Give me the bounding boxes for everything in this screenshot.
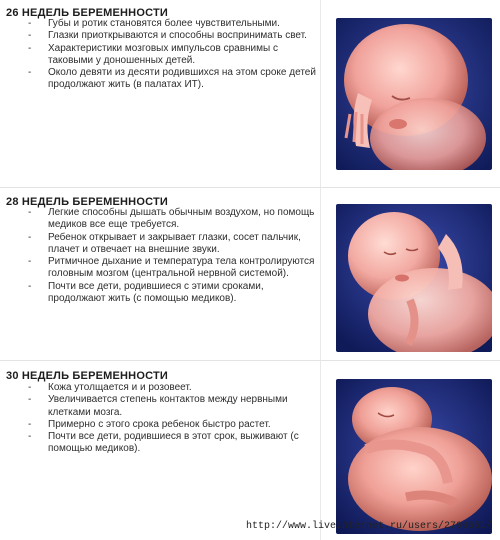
list-item: - Почти все дети, родившиеся с этими сроками, продолжают жить (с помощью медиков). [28,280,264,305]
section-heading: 28 НЕДЕЛЬ БЕРЕМЕННОСТИ [6,196,168,208]
section-heading: 26 НЕДЕЛЬ БЕРЕМЕННОСТИ [6,7,168,19]
list-item: - Кожа утолщается и и розовеет. [28,382,192,393]
bullet-dash: - [28,418,32,430]
bullet-dash: - [28,256,32,268]
fetus-photo-30-weeks [336,379,492,534]
list-item: - Глазки приоткрываются и способны воспринимать свет. [28,30,307,42]
bullet-dash: - [28,280,32,292]
watermark-url: http://www.liveinternet.ru/users/2709651/ [246,521,493,532]
bullet-dash: - [28,18,32,29]
bullet-dash: - [28,431,32,443]
bullet-list [28,382,320,456]
bullet-list [28,207,320,305]
bullet-dash: - [28,42,32,54]
section-heading: 30 НЕДЕЛЬ БЕРЕМЕННОСТИ [6,370,168,382]
fetus-photo-28-weeks [336,204,492,352]
bullet-list [28,18,320,92]
bullet-dash: - [28,394,32,406]
list-item: - Почти все дети, родившиеся в этот срок, выживают (с помощью медиков). [28,431,299,455]
section-divider [0,187,500,188]
bullet-dash: - [28,207,32,218]
list-item: - Губы и ротик становятся более чувствительными. [28,18,280,29]
list-item: - Характеристики мозговых импульсов сравнимы с таковыми у доношенных детей. [28,42,278,66]
bullet-dash: - [28,30,32,42]
fetus-photo-26-weeks [336,18,492,170]
list-item: - Примерно с этого срока ребенок быстро растет. [28,418,271,430]
bullet-dash: - [28,231,32,243]
list-item: - Ребенок открывает и закрывает глазки, сосет пальчик, плачет и отвечает на внешние звуки. [28,231,301,255]
list-item: - Ритмичное дыхание и температура тела контролируются головным мозгом (центральной нервной системой). [28,256,315,280]
bullet-dash: - [28,67,32,79]
list-item: - Легкие способны дышать обычным воздухом, но помощь медиков все еще требуется. [28,207,315,231]
bullet-dash: - [28,382,32,393]
list-item: - Около девяти из десяти родившихся на этом сроке детей продолжают жить (в палатах ИТ). [28,67,316,91]
section-divider [0,360,500,361]
list-item: - Увеличивается степень контактов между нервными клетками мозга. [28,394,288,418]
